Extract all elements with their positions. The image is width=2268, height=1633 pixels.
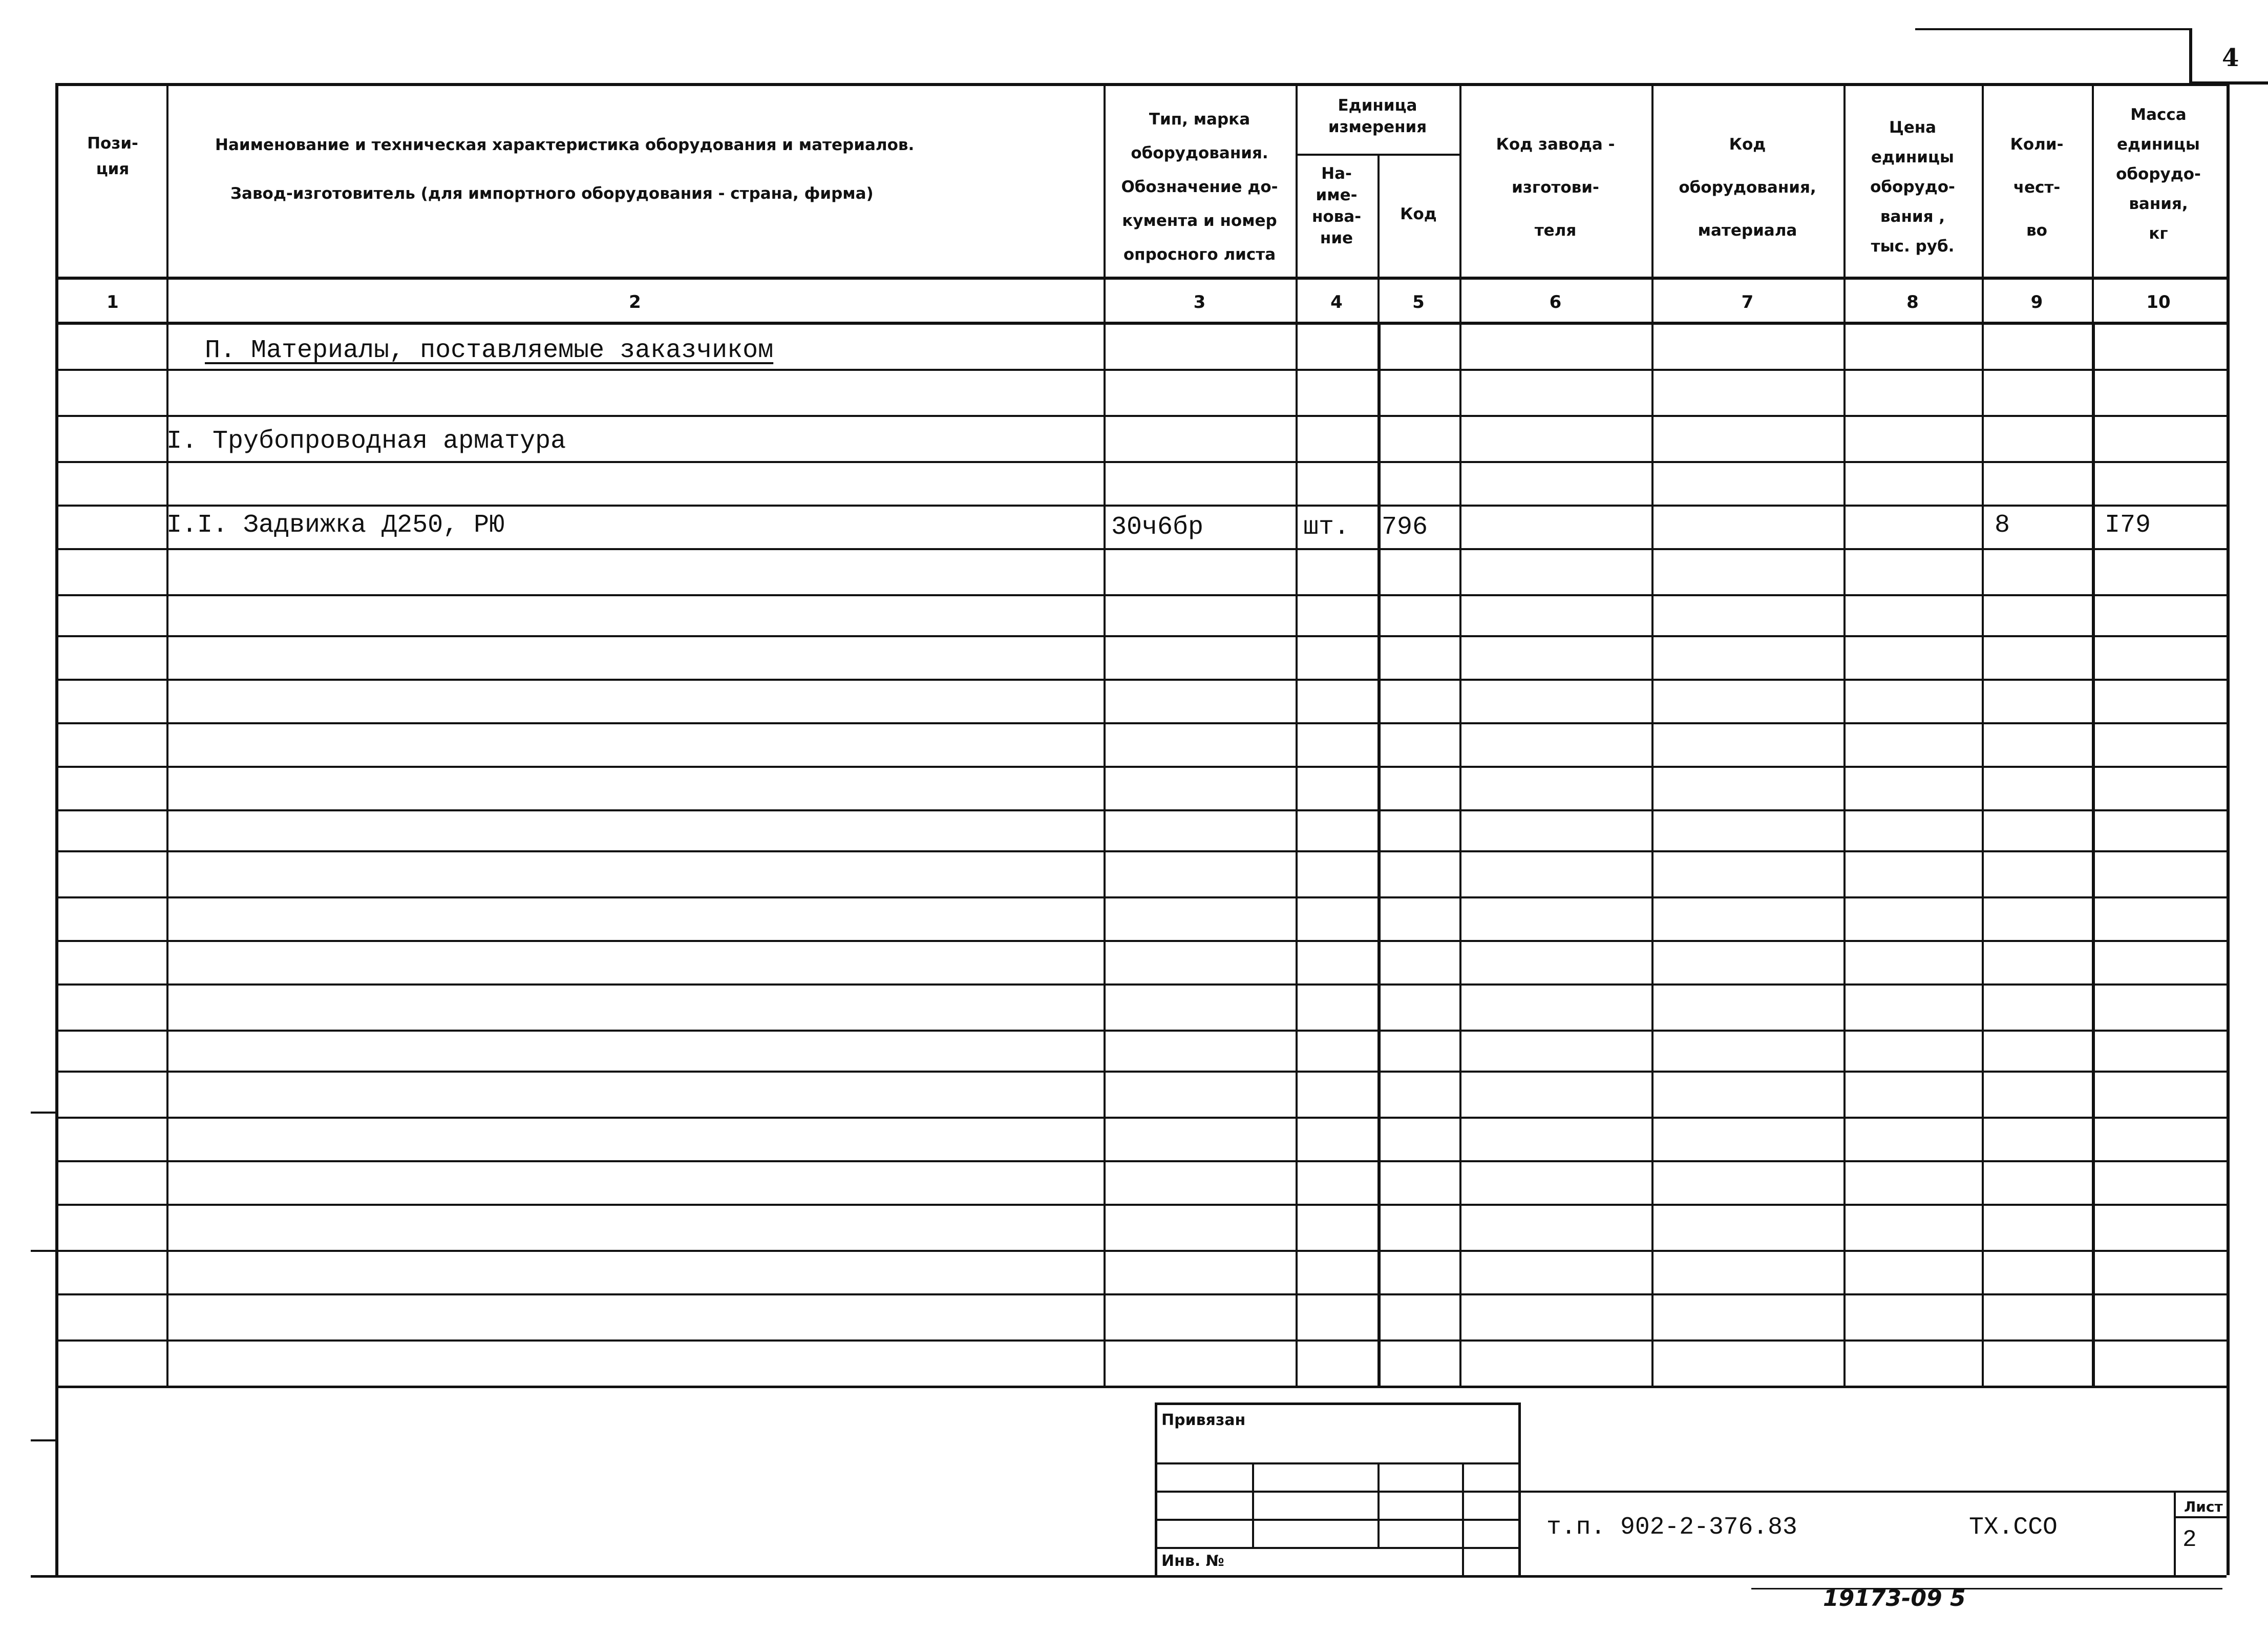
header-col4	[1296, 163, 1377, 249]
sheet-box-left	[2174, 1491, 2176, 1575]
colnum-5: 5	[1412, 292, 1425, 312]
item-unit: шт.	[1303, 513, 1350, 542]
header-col8	[1843, 113, 1982, 261]
colnum-2: 2	[629, 292, 641, 312]
doc-code: т.п. 902-2-376.83	[1546, 1514, 1797, 1541]
colnum-9: 9	[2030, 292, 2043, 312]
column-line-5-bold	[1377, 322, 1381, 1386]
row-line-6	[55, 594, 2227, 596]
column-line-1	[55, 83, 58, 1575]
header-col3	[1104, 102, 1296, 271]
table-top-border	[55, 83, 2227, 86]
row-line-23	[55, 1339, 2227, 1342]
stamp-col-3	[1462, 1462, 1464, 1575]
column-line-3	[1104, 83, 1106, 1386]
row-line-19	[55, 1160, 2227, 1162]
margin-tick-2	[31, 1250, 56, 1252]
top-rule	[1915, 28, 2192, 30]
header-col3-line1: Тип, марка	[1149, 110, 1250, 129]
header-col9-line3: во	[2026, 221, 2047, 240]
row-line-15	[55, 983, 2227, 986]
header-col3-line4: кумента и номер	[1122, 212, 1277, 230]
header-col5: Код	[1400, 205, 1437, 223]
colnum-10: 10	[2146, 292, 2171, 312]
item-quantity: 8	[1995, 511, 2010, 540]
sheet-box-divider	[2174, 1516, 2227, 1518]
stamp-right	[1518, 1402, 1521, 1575]
item-type: 30ч6бр	[1111, 513, 1204, 542]
stamp-col-2	[1377, 1462, 1380, 1547]
header-bottom-border	[55, 277, 2227, 280]
sheet-code: ТХ.ССО	[1969, 1514, 2058, 1541]
title-block-top	[1518, 1491, 2227, 1493]
column-line-7	[1651, 83, 1654, 1386]
header-col8-line3: оборудо-	[1870, 178, 1955, 196]
column-line-4	[1296, 83, 1298, 1386]
colnum-4: 4	[1330, 292, 1343, 312]
row-line-10	[55, 766, 2227, 768]
stamp-left	[1155, 1402, 1157, 1575]
page-bottom-border	[31, 1575, 2227, 1578]
header-col6-line3: теля	[1534, 221, 1577, 240]
header-col3-line2: оборудования.	[1131, 144, 1268, 162]
header-col4-line4: ние	[1320, 229, 1353, 247]
row-line-1	[55, 369, 2227, 371]
column-line-10-bold	[2092, 322, 2095, 1386]
column-line-11	[2227, 83, 2230, 1575]
item-mass: I79	[2105, 511, 2151, 540]
header-col9-line1: Коли-	[2010, 135, 2064, 154]
row-line-14	[55, 940, 2227, 942]
colnum-7: 7	[1741, 292, 1754, 312]
header-col7	[1651, 123, 1843, 252]
header-col3-line3: Обозначение до-	[1121, 178, 1278, 196]
column-line-8	[1843, 83, 1846, 1386]
header-col6	[1459, 123, 1651, 252]
header-col45-line1: Единица	[1338, 96, 1417, 115]
header-col10-line4: вания,	[2129, 195, 2188, 213]
stamp-inv-label: Инв. №	[1161, 1552, 1224, 1570]
header-col10-line2: единицы	[2117, 135, 2200, 154]
colnum-1: 1	[107, 292, 119, 312]
stamp-bound-label: Привязан	[1161, 1411, 1246, 1429]
header-col7-line3: материала	[1698, 221, 1797, 240]
column-line-9	[1982, 83, 1984, 1386]
header-col10-line5: кг	[2149, 224, 2168, 243]
header-col1-line2: ция	[96, 160, 130, 178]
item-name: I.I. Задвижка Д250, РЮ	[166, 511, 505, 540]
stamp-top	[1155, 1402, 1518, 1405]
row-line-5	[55, 548, 2227, 550]
margin-tick-3	[31, 1439, 56, 1441]
header-col3-line5: опросного листа	[1123, 245, 1276, 264]
header-col1	[59, 131, 166, 182]
column-line-2	[166, 83, 168, 1386]
row-line-21	[55, 1250, 2227, 1252]
row-line-8	[55, 679, 2227, 681]
margin-tick-1	[31, 1112, 56, 1114]
row-line-3	[55, 461, 2227, 463]
row-line-20	[55, 1204, 2227, 1206]
row-line-16	[55, 1030, 2227, 1032]
row-line-12	[55, 850, 2227, 852]
row-line-13	[55, 896, 2227, 898]
row-line-18	[55, 1117, 2227, 1119]
header-col10-line1: Масса	[2130, 106, 2187, 124]
sheet-number-box	[2189, 28, 2268, 85]
header-col8-line1: Цена	[1889, 118, 1937, 137]
header-col7-line1: Код	[1729, 135, 1766, 154]
sheet-number: 4	[2222, 44, 2239, 72]
header-col2-line1: Наименование и техническая характеристика оборудования и материалов.	[215, 136, 915, 154]
colnum-8: 8	[1906, 292, 1919, 312]
header-col9	[1982, 123, 2092, 252]
row-line-9	[55, 722, 2227, 724]
header-col8-line2: единицы	[1871, 148, 1954, 166]
row-line-4	[55, 505, 2227, 507]
row-line-7	[55, 635, 2227, 637]
colnum-3: 3	[1193, 292, 1206, 312]
handwritten-number: 19173-09 5	[1823, 1585, 1966, 1611]
item-unit-code: 796	[1382, 513, 1428, 542]
row-line-22	[55, 1293, 2227, 1295]
row-line-2	[55, 415, 2227, 417]
header-col45-line2: измерения	[1328, 118, 1427, 136]
sheet-value: 2	[2182, 1526, 2197, 1553]
header-col7-line2: оборудования,	[1679, 178, 1816, 197]
row-line-11	[55, 809, 2227, 811]
column-line-6	[1459, 83, 1461, 1386]
header-col8-line4: вания ,	[1880, 207, 1945, 226]
header-col10-line3: оборудо-	[2116, 165, 2201, 183]
header-col4-line3: нова-	[1311, 207, 1362, 226]
table-bottom-border	[55, 1386, 2227, 1388]
header-col45-group	[1296, 95, 1459, 138]
sheet-label: Лист	[2184, 1498, 2223, 1515]
header-col6-line2: изготови-	[1512, 178, 1599, 197]
colnum-bottom-border	[55, 322, 2227, 325]
header-col9-line2: чест-	[2013, 178, 2061, 197]
section-title: П. Материалы, поставляемые заказчиком	[205, 336, 774, 365]
colnum-6: 6	[1549, 292, 1562, 312]
stamp-col-1	[1252, 1462, 1254, 1547]
header-col1-line1: Пози-	[87, 134, 138, 153]
group-title: I. Трубопроводная арматура	[166, 427, 566, 456]
footer-rule	[1751, 1588, 2222, 1589]
header-col2-line2: Завод-изготовитель (для импортного оборудования - страна, фирма)	[230, 184, 874, 203]
header-col10	[2092, 100, 2225, 248]
header-col8-line5: тыс. руб.	[1871, 237, 1955, 256]
row-line-17	[55, 1071, 2227, 1073]
header-col4-line2: име-	[1316, 186, 1358, 204]
header-col6-line1: Код завода -	[1496, 135, 1615, 154]
header-col4-line1: На-	[1321, 164, 1352, 183]
